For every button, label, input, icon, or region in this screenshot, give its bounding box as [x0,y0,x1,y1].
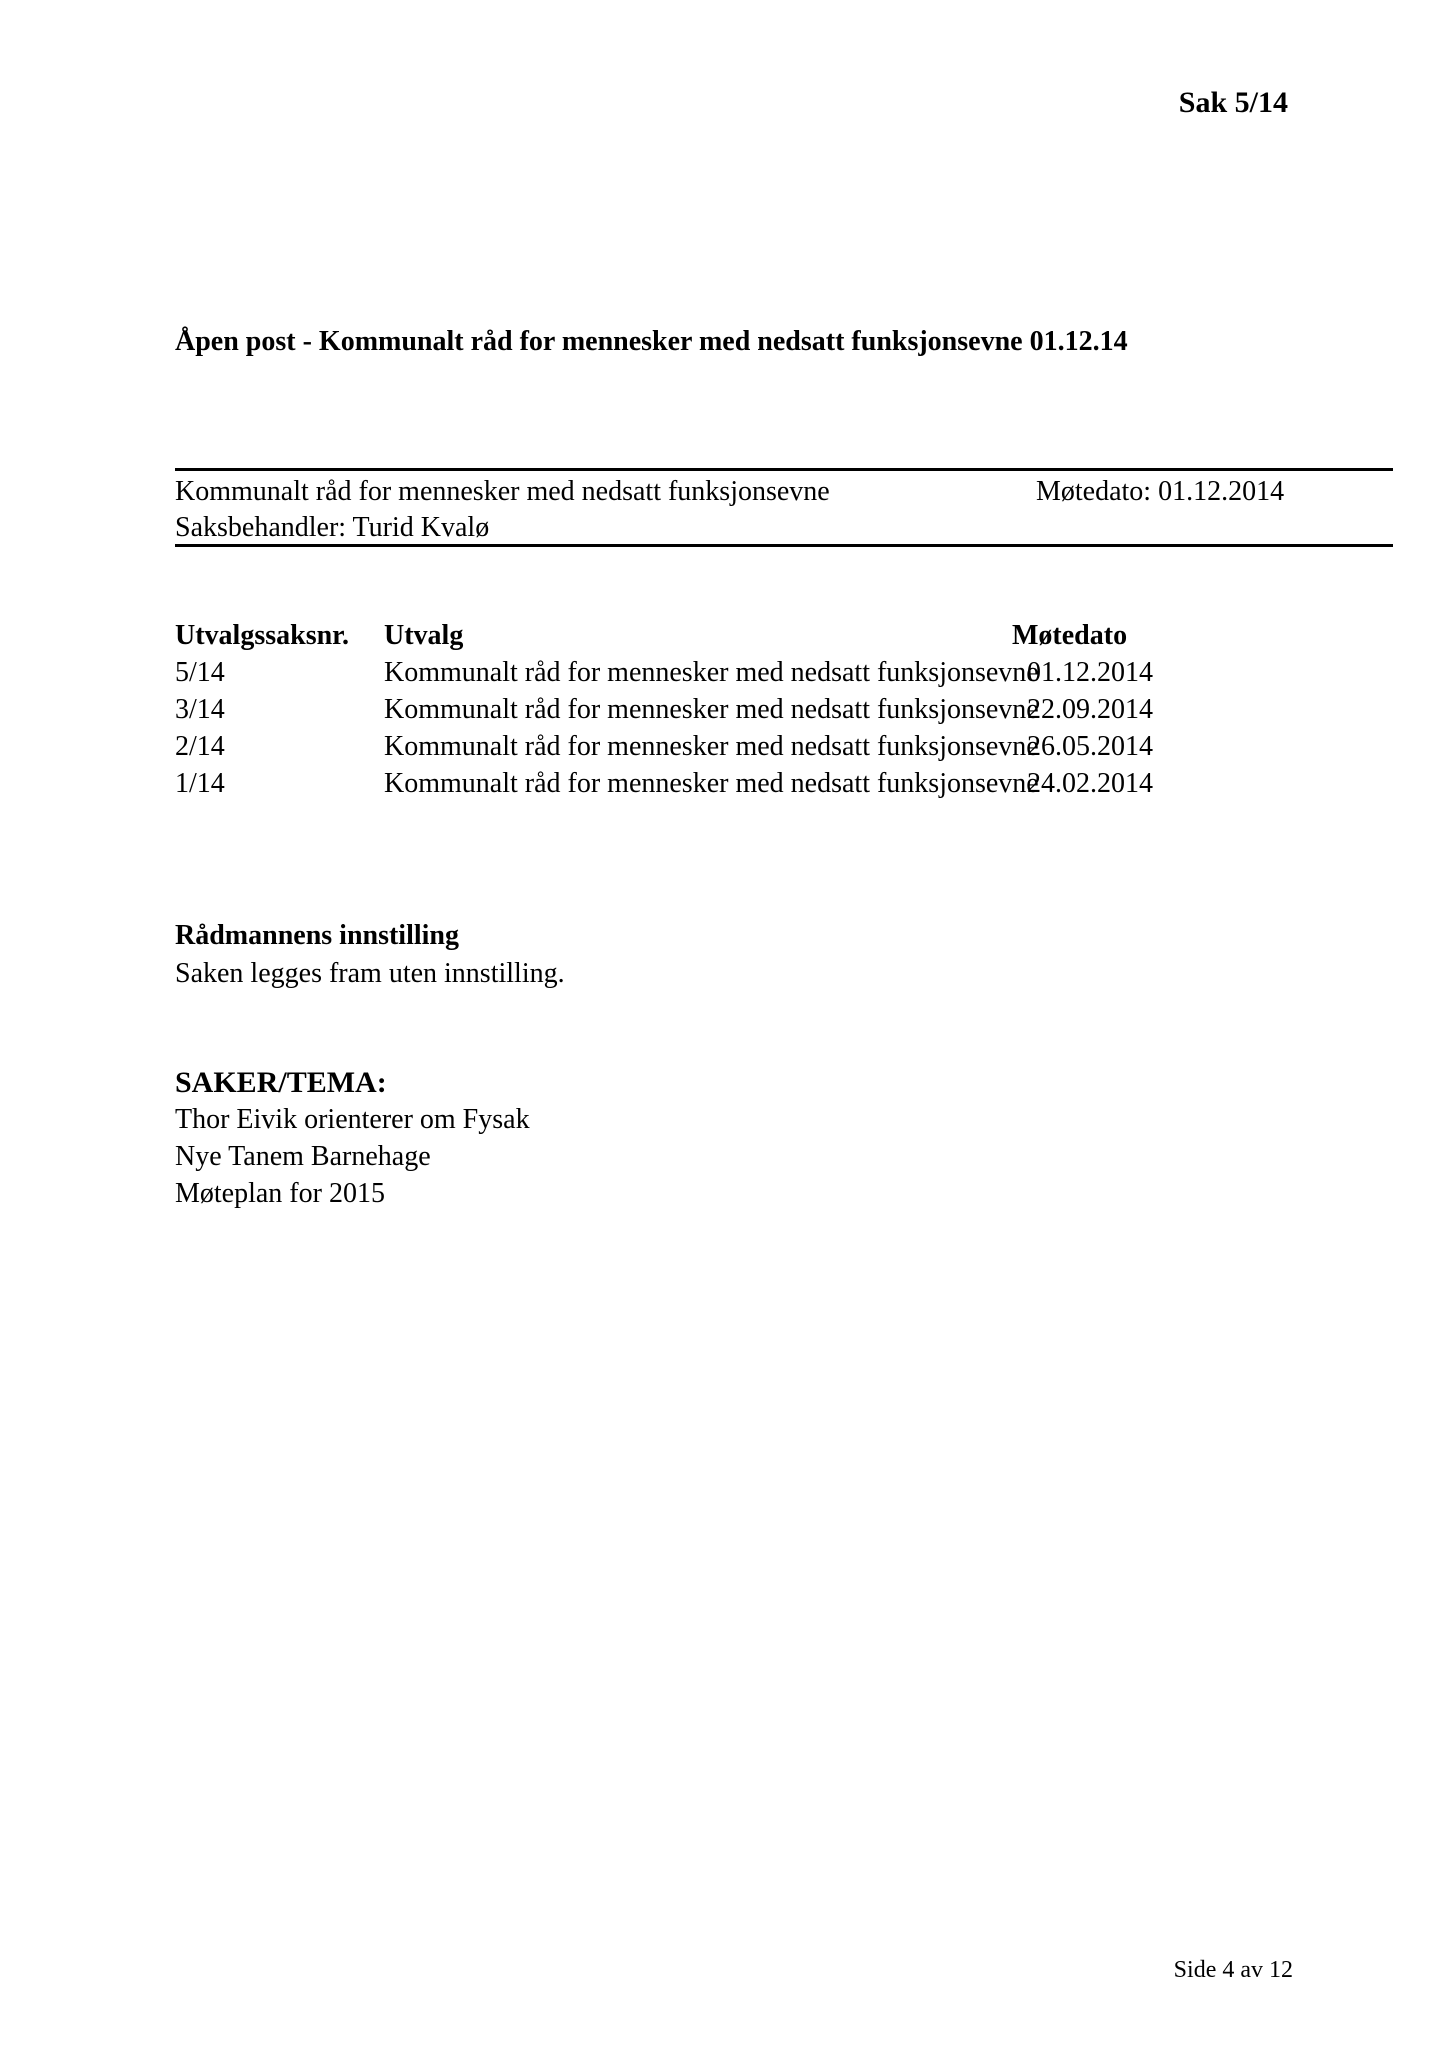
list-item: Møteplan for 2015 [175,1178,385,1209]
table-cell-committee: Kommunalt råd for mennesker med nedsatt funksjonsevne [384,768,1039,799]
table-cell-date: 24.02.2014 [1027,768,1153,799]
table-cell-date: 26.05.2014 [1027,731,1153,762]
table-cell-date: 22.09.2014 [1027,694,1153,725]
case-handler: Saksbehandler: Turid Kvalø [175,512,490,543]
table-cell-case-no: 1/14 [175,768,225,799]
list-item: Thor Eivik orienterer om Fysak [175,1104,530,1135]
table-header-case-no: Utvalgssaksnr. [175,620,350,651]
table-cell-case-no: 2/14 [175,731,225,762]
case-number: Sak 5/14 [1178,86,1288,119]
table-header-date: Møtedato [1012,620,1128,651]
recommendation-heading: Rådmannens innstilling [175,920,459,951]
divider-top [175,468,1393,471]
table-cell-case-no: 3/14 [175,694,225,725]
table-cell-date: 01.12.2014 [1027,657,1153,688]
table-header-committee: Utvalg [384,620,464,651]
page-number: Side 4 av 12 [1173,1957,1293,1983]
document-title: Åpen post - Kommunalt råd for mennesker med nedsatt funksjonsevne 01.12.14 [175,326,1128,357]
table-cell-committee: Kommunalt råd for mennesker med nedsatt funksjonsevne [384,731,1039,762]
meeting-date: Møtedato: 01.12.2014 [1036,476,1285,507]
topics-heading: SAKER/TEMA: [175,1066,387,1099]
list-item: Nye Tanem Barnehage [175,1141,431,1172]
table-cell-case-no: 5/14 [175,657,225,688]
recommendation-text: Saken legges fram uten innstilling. [175,958,565,989]
divider-bottom [175,544,1393,547]
table-cell-committee: Kommunalt råd for mennesker med nedsatt funksjonsevne [384,657,1039,688]
committee-name: Kommunalt råd for mennesker med nedsatt funksjonsevne [175,476,830,507]
table-cell-committee: Kommunalt råd for mennesker med nedsatt funksjonsevne [384,694,1039,725]
